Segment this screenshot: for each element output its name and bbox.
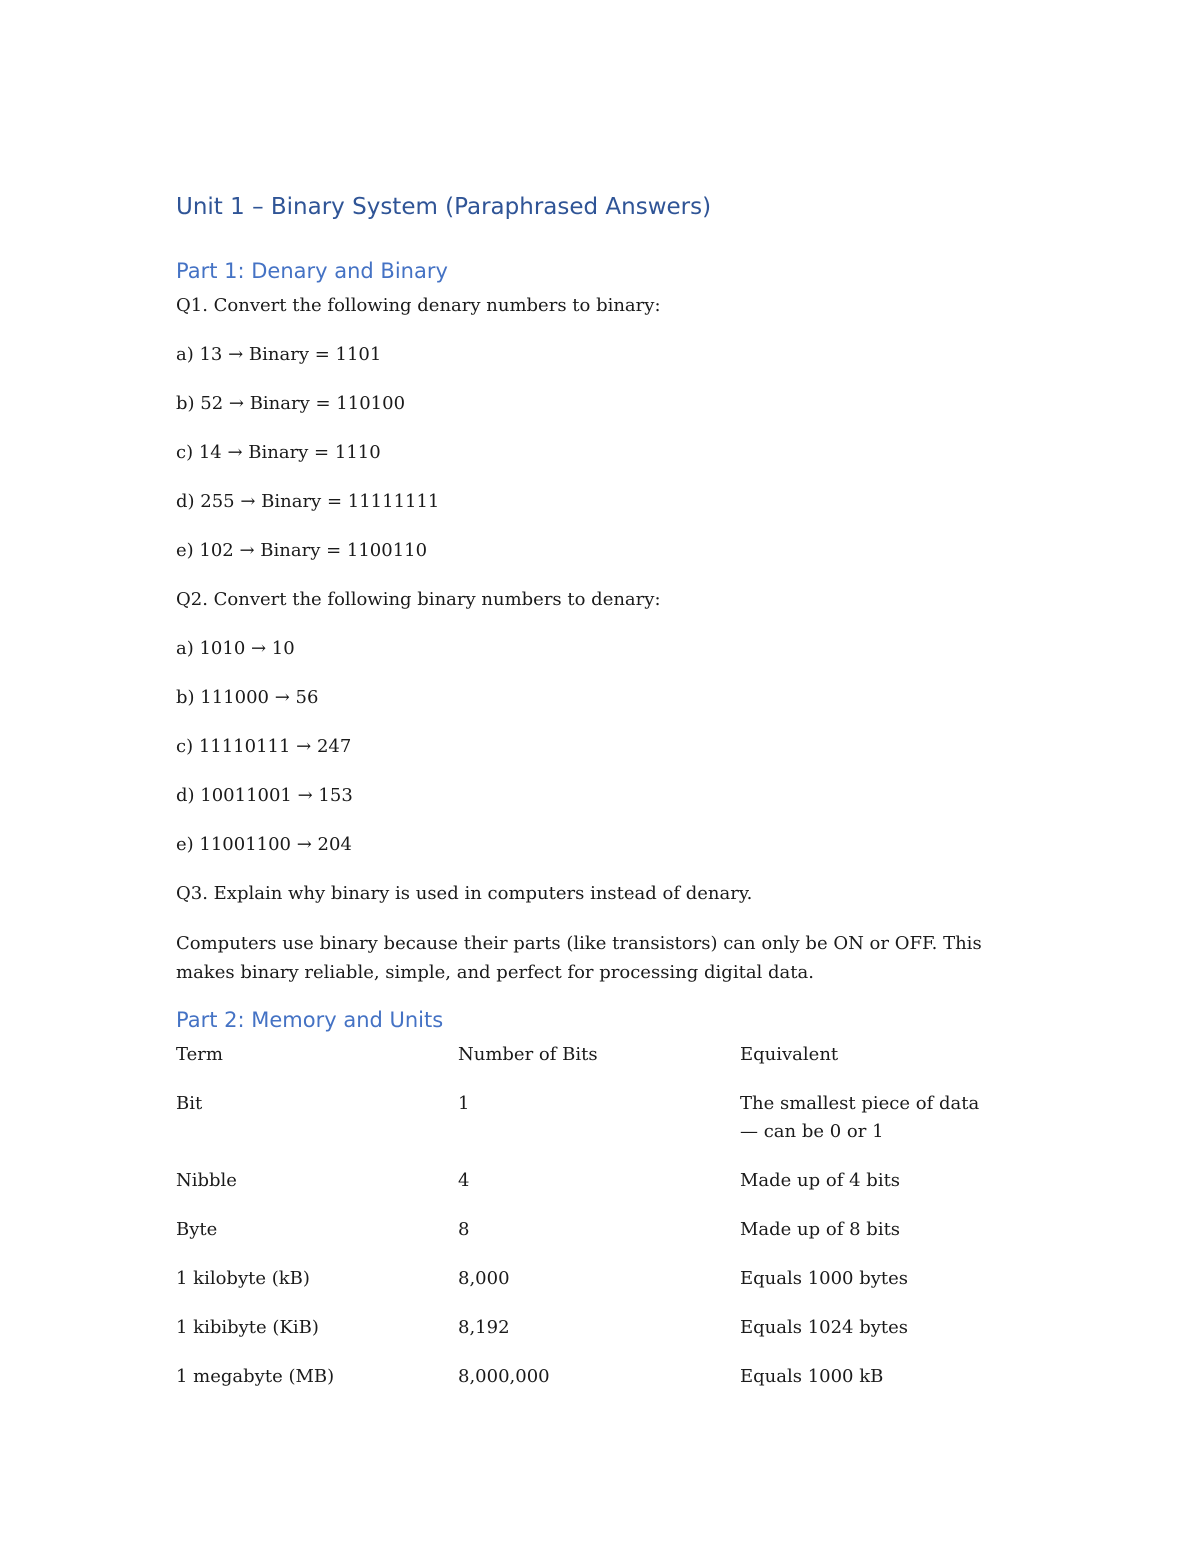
table-header-equivalent: Equivalent [740, 1044, 839, 1065]
table-cell-equivalent: Equals 1000 kB [740, 1366, 884, 1387]
document-title: Unit 1 – Binary System (Paraphrased Answers) [176, 194, 712, 220]
part1-heading: Part 1: Denary and Binary [176, 259, 448, 283]
table-cell-bits: 4 [458, 1170, 470, 1191]
table-cell-equivalent: Made up of 8 bits [740, 1219, 901, 1240]
q3-answer: Computers use binary because their parts (like transistors) can only be ON or OFF. This makes binary reliable, simple, and perfect for processing digital data. [176, 933, 982, 983]
table-header-row [176, 1041, 990, 1090]
table-cell-term: Byte [176, 1219, 218, 1240]
table-row [176, 1167, 990, 1216]
table-cell-term: 1 kilobyte (kB) [176, 1268, 310, 1289]
table-cell-term: 1 kibibyte (KiB) [176, 1317, 319, 1338]
table-cell-equivalent: Equals 1024 bytes [740, 1317, 909, 1338]
q2-prompt: Q2. Convert the following binary numbers to denary: [176, 589, 661, 610]
table-cell-term: Nibble [176, 1170, 237, 1191]
document-page [176, 190, 1036, 1412]
table-row [176, 1314, 990, 1363]
table-cell-term: 1 megabyte (MB) [176, 1366, 335, 1387]
q1-answer-a: a) 13 → Binary = 1101 [176, 344, 382, 365]
q1-answer-d: d) 255 → Binary = 11111111 [176, 491, 440, 512]
table-cell-equivalent: The smallest piece of data — can be 0 or 1 [740, 1093, 980, 1142]
table-cell-bits: 8,000,000 [458, 1366, 550, 1387]
q1-answer-e: e) 102 → Binary = 1100110 [176, 540, 428, 561]
q3-prompt: Q3. Explain why binary is used in computers instead of denary. [176, 883, 753, 904]
table-row [176, 1216, 990, 1265]
q2-answer-e: e) 11001100 → 204 [176, 834, 352, 855]
table-row [176, 1363, 990, 1412]
table-row [176, 1265, 990, 1314]
table-cell-equivalent: Made up of 4 bits [740, 1170, 901, 1191]
q1-answer-b: b) 52 → Binary = 110100 [176, 393, 406, 414]
q1-answer-c: c) 14 → Binary = 1110 [176, 442, 381, 463]
memory-units-table [176, 1041, 990, 1412]
table-cell-term: Bit [176, 1093, 203, 1114]
q2-answer-b: b) 111000 → 56 [176, 687, 319, 708]
table-header-term: Term [176, 1044, 223, 1065]
q1-prompt: Q1. Convert the following denary numbers to binary: [176, 295, 661, 316]
table-cell-bits: 8,192 [458, 1317, 510, 1338]
table-cell-bits: 1 [458, 1093, 470, 1114]
q2-answer-c: c) 11110111 → 247 [176, 736, 352, 757]
table-row [176, 1090, 990, 1167]
part2-heading: Part 2: Memory and Units [176, 1008, 444, 1032]
table-cell-bits: 8,000 [458, 1268, 510, 1289]
q2-answer-d: d) 10011001 → 153 [176, 785, 353, 806]
q2-answer-a: a) 1010 → 10 [176, 638, 295, 659]
table-cell-bits: 8 [458, 1219, 470, 1240]
table-header-bits: Number of Bits [458, 1044, 598, 1065]
table-cell-equivalent: Equals 1000 bytes [740, 1268, 909, 1289]
